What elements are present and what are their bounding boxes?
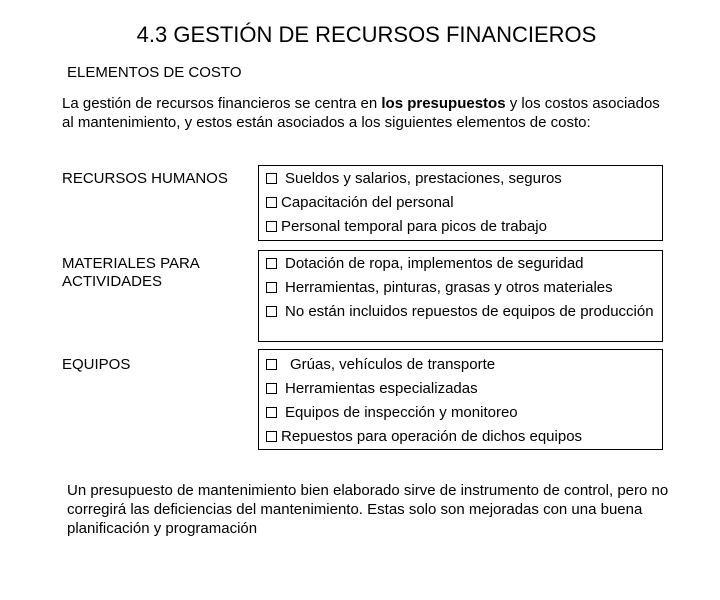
category-label-recursos-humanos: RECURSOS HUMANOS (62, 170, 228, 187)
list-item: No están incluidos repuestos de equipos de producción (266, 302, 658, 321)
category-box-recursos-humanos (258, 165, 663, 241)
category-label-equipos: EQUIPOS (62, 356, 131, 373)
list-item: Personal temporal para picos de trabajo (266, 217, 658, 236)
checkbox-square-icon (266, 431, 277, 442)
list-item: Equipos de inspección y monitoreo (266, 403, 658, 422)
checkbox-square-icon (266, 383, 277, 394)
checkbox-square-icon (266, 282, 277, 293)
list-item: Herramientas, pinturas, grasas y otros materiales (266, 278, 658, 297)
category-box-equipos (258, 349, 663, 450)
list-item: Capacitación del personal (266, 193, 658, 212)
checkbox-square-icon (266, 221, 277, 232)
list-item: Dotación de ropa, implementos de seguridad (266, 254, 658, 273)
checkbox-square-icon (266, 407, 277, 418)
checkbox-square-icon (266, 173, 277, 184)
intro-text-after: y los costos asociados al mantenimiento, y estos están asociados a los siguientes elementos de costo: (62, 95, 660, 131)
list-item: Sueldos y salarios, prestaciones, seguros (266, 169, 658, 188)
category-label-materiales: MATERIALES PARA ACTIVIDADES (62, 255, 199, 290)
checkbox-square-icon (266, 258, 277, 269)
list-item: Grúas, vehículos de transporte (266, 355, 658, 374)
list-item: Herramientas especializadas (266, 379, 658, 398)
list-item: Repuestos para operación de dichos equipos (266, 427, 658, 446)
checkbox-square-icon (266, 197, 277, 208)
intro-paragraph (62, 94, 672, 132)
section-subtitle: ELEMENTOS DE COSTO (67, 64, 242, 81)
intro-text-bold: los presupuestos (381, 95, 506, 112)
checkbox-square-icon (266, 359, 277, 370)
page-title: 4.3 GESTIÓN DE RECURSOS FINANCIEROS (136, 22, 597, 47)
closing-paragraph: Un presupuesto de mantenimiento bien elaborado sirve de instrumento de control, pero no corregirá las deficiencias del mantenimiento. Estas solo son mejoradas con una buena planificación y programación (67, 482, 669, 537)
intro-text-before: La gestión de recursos financieros se centra en (62, 95, 382, 112)
category-box-materiales (258, 250, 663, 342)
checkbox-square-icon (266, 306, 277, 317)
